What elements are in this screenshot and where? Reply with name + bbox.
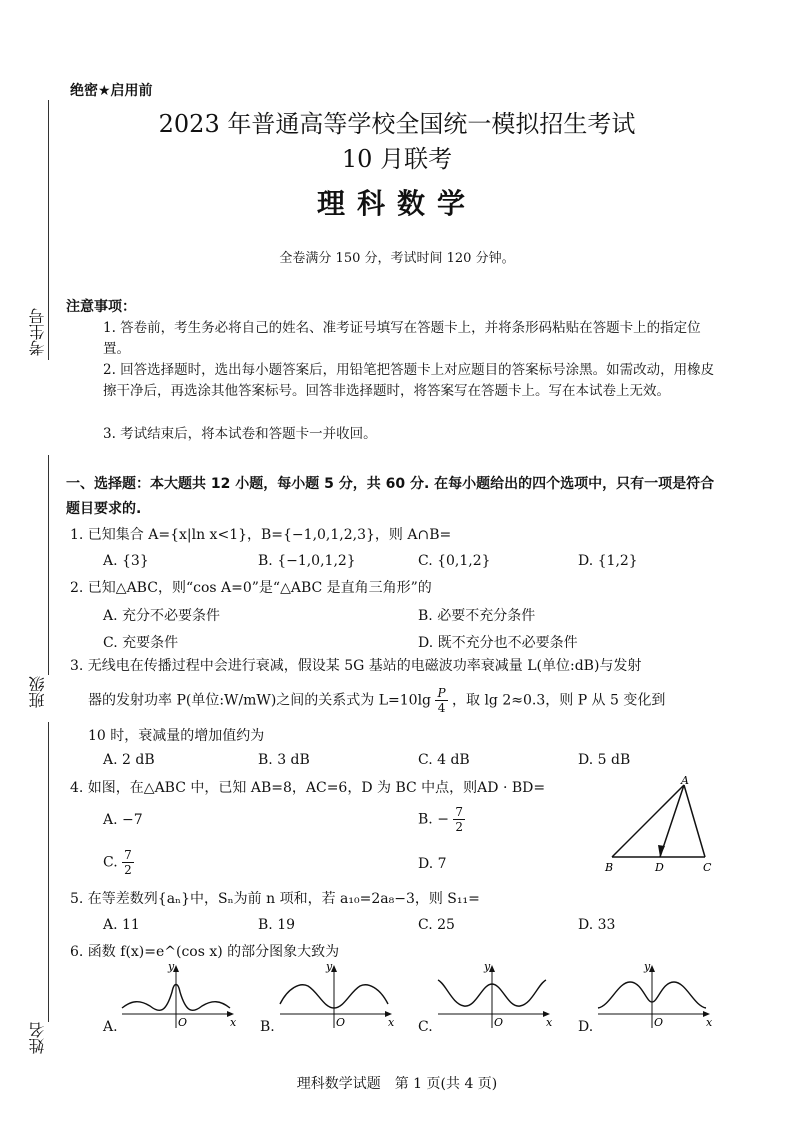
q5-option-a: A. 11 <box>103 917 140 933</box>
y-label: y <box>168 962 175 973</box>
origin-label: O <box>654 1016 664 1029</box>
q3-line2-pre: 器的发射功率 P(单位:W/mW)之间的关系式为 L=10lg <box>88 692 432 709</box>
question-2-stem: 2. 已知△ABC，则“cos A=0”是“△ABC 是直角三角形”的 <box>70 580 432 596</box>
label-c: C <box>703 861 712 874</box>
q2-option-d: D. 既不充分也不必要条件 <box>418 635 578 651</box>
x-label: x <box>546 1016 553 1029</box>
question-3-line1: 3. 无线电在传播过程中会进行衰减，假设某 5G 基站的电磁波功率衰减量 L(单位:dB)与发射 <box>70 658 642 674</box>
q1-option-c: C. {0,1,2} <box>418 553 491 569</box>
section-heading: 一、选择题：本大题共 12 小题，每小题 5 分，共 60 分. 在每小题给出的四个选项中，只有一项是符合题目要求的. <box>66 476 715 517</box>
q4-option-a: A. −7 <box>103 812 143 828</box>
q4-triangle-figure <box>600 775 725 875</box>
q3-line2-post: ，取 lg 2≈0.3，则 P 从 5 变化到 <box>452 692 666 709</box>
q5-option-c: C. 25 <box>418 917 455 933</box>
notice-heading: 注意事项： <box>66 299 136 315</box>
q3-option-a: A. 2 dB <box>103 752 155 768</box>
label-a: A <box>681 775 689 787</box>
q6-graph-c <box>436 962 556 1030</box>
q2-option-c: C. 充要条件 <box>103 635 179 651</box>
q6-graph-d <box>596 962 716 1030</box>
q4-option-b-den: 2 <box>455 820 464 834</box>
q6-graph-a <box>120 962 240 1030</box>
subject-title: 理科数学 <box>316 187 477 220</box>
side-divider-middle <box>48 455 49 675</box>
q2-option-a: A. 充分不必要条件 <box>103 608 221 624</box>
q3-option-c: C. 4 dB <box>418 752 470 768</box>
notice-item-1: 1. 答卷前，考生务必将自己的姓名、准考证号填写在答题卡上，并将条形码粘贴在答题卡上的指定位置。 <box>103 320 701 357</box>
x-label: x <box>706 1016 713 1029</box>
exam-meta: 全卷满分 150 分，考试时间 120 分钟。 <box>279 251 515 266</box>
side-label-class: 班级 <box>28 676 47 708</box>
ad-arrow-icon <box>658 845 665 857</box>
segment-ac <box>684 785 705 857</box>
q4-option-b <box>418 805 465 834</box>
question-5-stem: 5. 在等差数列{aₙ}中，Sₙ为前 n 项和，若 a₁₀=2a₈−3，则 S₁₁= <box>70 891 480 907</box>
label-d: D <box>655 861 664 874</box>
q4-option-b-num: 7 <box>455 805 464 819</box>
origin-label: O <box>494 1016 504 1029</box>
segment-ab <box>612 785 684 857</box>
q6-graph-b <box>278 962 398 1030</box>
y-label: y <box>326 962 333 973</box>
question-3-line3: 10 时，衰减量的增加值约为 <box>88 728 265 744</box>
q5-option-d: D. 33 <box>578 917 616 933</box>
confidential-label: 绝密★启用前 <box>70 83 153 99</box>
q4-option-d: D. 7 <box>418 856 447 872</box>
question-1-stem: 1. 已知集合 A={x|ln x<1}，B={−1,0,1,2,3}，则 A∩B= <box>70 527 452 543</box>
q5-option-b: B. 19 <box>258 917 296 933</box>
q4-option-b-prefix: B. − <box>418 811 449 828</box>
y-label: y <box>484 962 491 973</box>
side-label-exam-no: 考生号 <box>28 308 47 356</box>
exam-title-line1: 2023 年普通高等学校全国统一模拟招生考试 <box>158 110 636 138</box>
q6-option-a-letter: A. <box>103 1019 118 1035</box>
q3-fraction <box>435 686 447 715</box>
label-b: B <box>605 861 614 874</box>
q2-option-b: B. 必要不充分条件 <box>418 608 536 624</box>
x-label: x <box>230 1016 237 1029</box>
page-footer: 理科数学试题 第 1 页(共 4 页) <box>296 1076 498 1092</box>
question-4-stem: 4. 如图，在△ABC 中，已知 AB=8，AC=6，D 为 BC 中点，则AD · BD= <box>70 780 546 796</box>
q6-option-c-letter: C. <box>418 1019 433 1035</box>
q6-option-b-letter: B. <box>260 1019 275 1035</box>
q3-option-d: D. 5 dB <box>578 752 631 768</box>
exam-title-line2: 10 月联考 <box>341 145 453 173</box>
notice-item-3: 3. 考试结束后，将本试卷和答题卡一并收回。 <box>103 426 377 442</box>
y-label: y <box>644 962 651 973</box>
origin-label: O <box>178 1016 188 1029</box>
q4-option-c-den: 2 <box>124 863 132 877</box>
notice-item-2: 2. 回答选择题时，选出每小题答案后，用铅笔把答题卡上对应题目的答案标号涂黑。如需改动，用橡皮擦干净后，再选涂其他答案标号。回答非选择题时，将答案写在答题卡上。写在本试卷上无效。 <box>103 362 715 399</box>
q3-fraction-den: 4 <box>437 701 446 715</box>
q3-option-b: B. 3 dB <box>258 752 310 768</box>
side-divider-bottom <box>48 722 49 1022</box>
question-6-stem: 6. 函数 f(x)=e^(cos x) 的部分图象大致为 <box>70 944 340 960</box>
q6-option-d-letter: D. <box>578 1019 594 1035</box>
q4-option-c-prefix: C. <box>103 854 118 871</box>
side-label-name: 姓名 <box>28 1022 47 1054</box>
q4-option-c-num: 7 <box>124 848 132 862</box>
q3-fraction-num: P <box>437 686 446 700</box>
q4-option-c <box>103 848 134 877</box>
q4-option-c-fraction <box>122 848 134 877</box>
x-label: x <box>388 1016 395 1029</box>
origin-label: O <box>336 1016 346 1029</box>
q1-option-d: D. {1,2} <box>578 553 638 569</box>
q4-option-b-fraction <box>453 805 465 834</box>
q1-option-b: B. {−1,0,1,2} <box>258 553 356 569</box>
question-3-line2 <box>88 686 665 715</box>
q1-option-a: A. {3} <box>103 553 149 569</box>
